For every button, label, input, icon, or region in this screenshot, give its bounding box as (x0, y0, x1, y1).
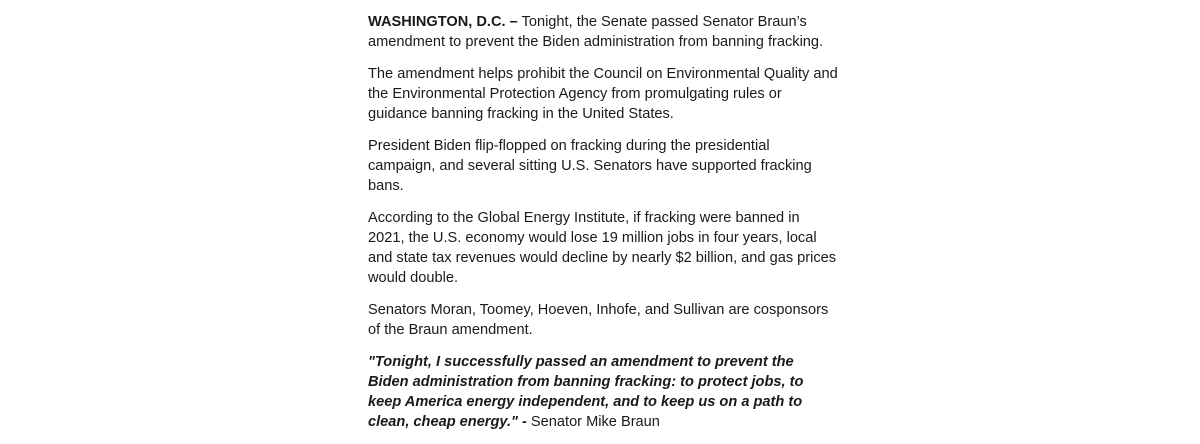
quote-paragraph (368, 352, 838, 432)
senator-quote: "Tonight, I successfully passed an amendment to prevent the Biden administration from banning fracking: to protect jobs, to keep America energy independent, and to keep us on a path to clean, cheap energy." - (368, 354, 804, 430)
press-release-body (368, 12, 838, 444)
quote-attribution: Senator Mike Braun (526, 414, 660, 430)
paragraph-biden-flip-flop: President Biden flip-flopped on fracking during the presidential campaign, and several sitting U.S. Senators have supported fracking bans. (368, 138, 812, 194)
lead-text: Tonight, the Senate passed Senator Braun’s amendment to prevent the Biden administration from banning fracking. (368, 14, 824, 50)
paragraph-economic-impact: According to the Global Energy Institute, if fracking were banned in 2021, the U.S. economy would lose 19 million jobs in four years, local and state tax revenues would decline by nearly $2 billion, and gas prices would double. (368, 210, 837, 286)
lead-paragraph (368, 12, 838, 52)
dateline: WASHINGTON, D.C. – (368, 14, 518, 30)
paragraph-amendment-scope: The amendment helps prohibit the Council on Environmental Quality and the Environmental Protection Agency from promulgating rules or guidance banning fracking in the United States. (368, 66, 838, 122)
paragraph-cosponsors: Senators Moran, Toomey, Hoeven, Inhofe, and Sullivan are cosponsors of the Braun amendment. (368, 302, 829, 338)
